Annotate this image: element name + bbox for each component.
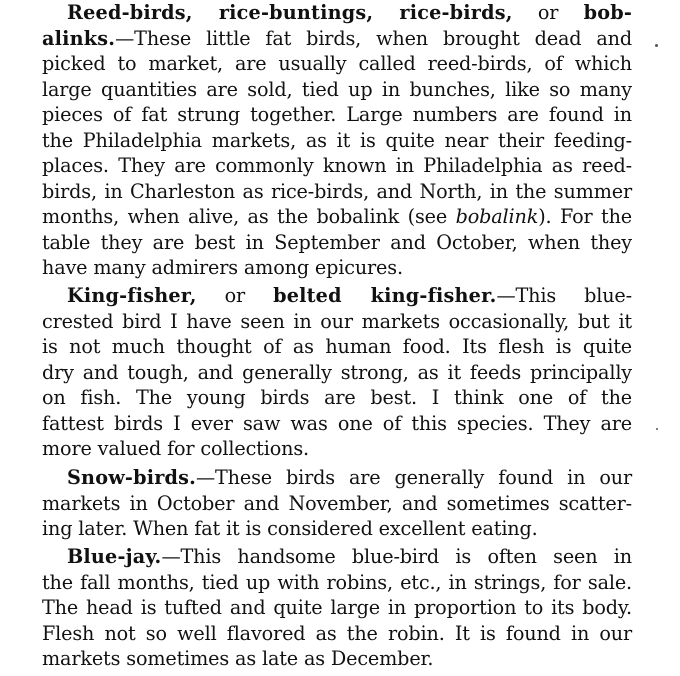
scan-speck	[655, 44, 658, 47]
text-line: the Philadelphia markets, as it is quite near their feeding-	[42, 128, 632, 152]
entry-heading-or: or	[224, 284, 246, 307]
text-line: large quantities are sold, tied up in bunches, like so many	[42, 77, 632, 101]
text-segment: —These birds are generally found in our	[196, 466, 632, 489]
text-line: on fish. The young birds are best. I think one of the	[42, 386, 632, 409]
text-line: —These little fat birds, when brought dead and	[115, 26, 632, 50]
text-line: dry and tough, and generally strong, as it feeds principally	[42, 360, 632, 384]
entry-blue-jay-line-1	[42, 544, 632, 570]
text-segment: months, when alive, as the bobalink (see	[42, 205, 456, 228]
italic-reference: bobalink	[455, 205, 539, 228]
entry-heading-continued: bob-	[583, 1, 633, 24]
entry-reed-birds-line-9	[42, 204, 632, 230]
text-line: birds, in Charleston as rice-birds, and North, in the summer	[42, 179, 632, 203]
text-segment: —This blue-	[496, 284, 632, 307]
entry-reed-birds-line-1	[42, 0, 632, 26]
entry-king-fisher	[42, 283, 632, 462]
text-line: Flesh not so well flavored as the robin. It is found in our	[42, 621, 632, 645]
entry-blue-jay	[42, 544, 632, 672]
text-line: the fall months, tied up with robins, etc., in strings, for sale.	[42, 570, 632, 594]
entry-reed-birds-line-2	[42, 26, 632, 52]
text-line-last: have many admirers among epicures.	[42, 256, 403, 279]
text-segment: ). For the	[538, 205, 632, 228]
text-segment: —This handsome blue-bird is often seen in	[161, 545, 632, 568]
entry-reed-birds	[42, 0, 632, 281]
text-line: is not much thought of as human food. Its flesh is quite	[42, 335, 632, 358]
entry-heading-alt: belted king-fisher.	[273, 284, 497, 307]
text-line: table they are best in September and October, when they	[42, 230, 632, 254]
text-line: picked to market, are usually called reed-birds, of which	[42, 52, 632, 75]
scan-speck	[656, 428, 658, 430]
entry-heading-or: or	[537, 1, 559, 24]
entry-snow-birds-line-1	[42, 465, 632, 491]
entry-heading: Reed-birds, rice-buntings, rice-birds,	[67, 1, 513, 24]
entry-heading: Blue-jay.	[67, 545, 162, 568]
text-line-last: ing later. When fat it is considered excellent eating.	[42, 517, 538, 540]
text-line-last: more valued for collections.	[42, 437, 309, 460]
text-line: The head is tufted and quite large in proportion to its body.	[42, 596, 632, 619]
text-line: fattest birds I ever saw was one of this species. They are	[42, 411, 632, 435]
entry-heading: Snow-birds.	[67, 466, 196, 489]
entry-heading-end: alinks.	[42, 26, 116, 50]
text-line: pieces of fat strung together. Large numbers are found in	[42, 103, 632, 126]
text-line-last: markets sometimes as late as December.	[42, 647, 434, 670]
entry-heading: King-fisher,	[67, 284, 197, 307]
text-line: crested bird I have seen in our markets occasionally, but it	[42, 309, 632, 333]
text-line: places. They are commonly known in Philadelphia as reed-	[42, 154, 632, 177]
entry-king-fisher-line-1	[42, 283, 632, 309]
entry-snow-birds	[42, 465, 632, 542]
text-line: markets in October and November, and sometimes scatter-	[42, 491, 632, 515]
